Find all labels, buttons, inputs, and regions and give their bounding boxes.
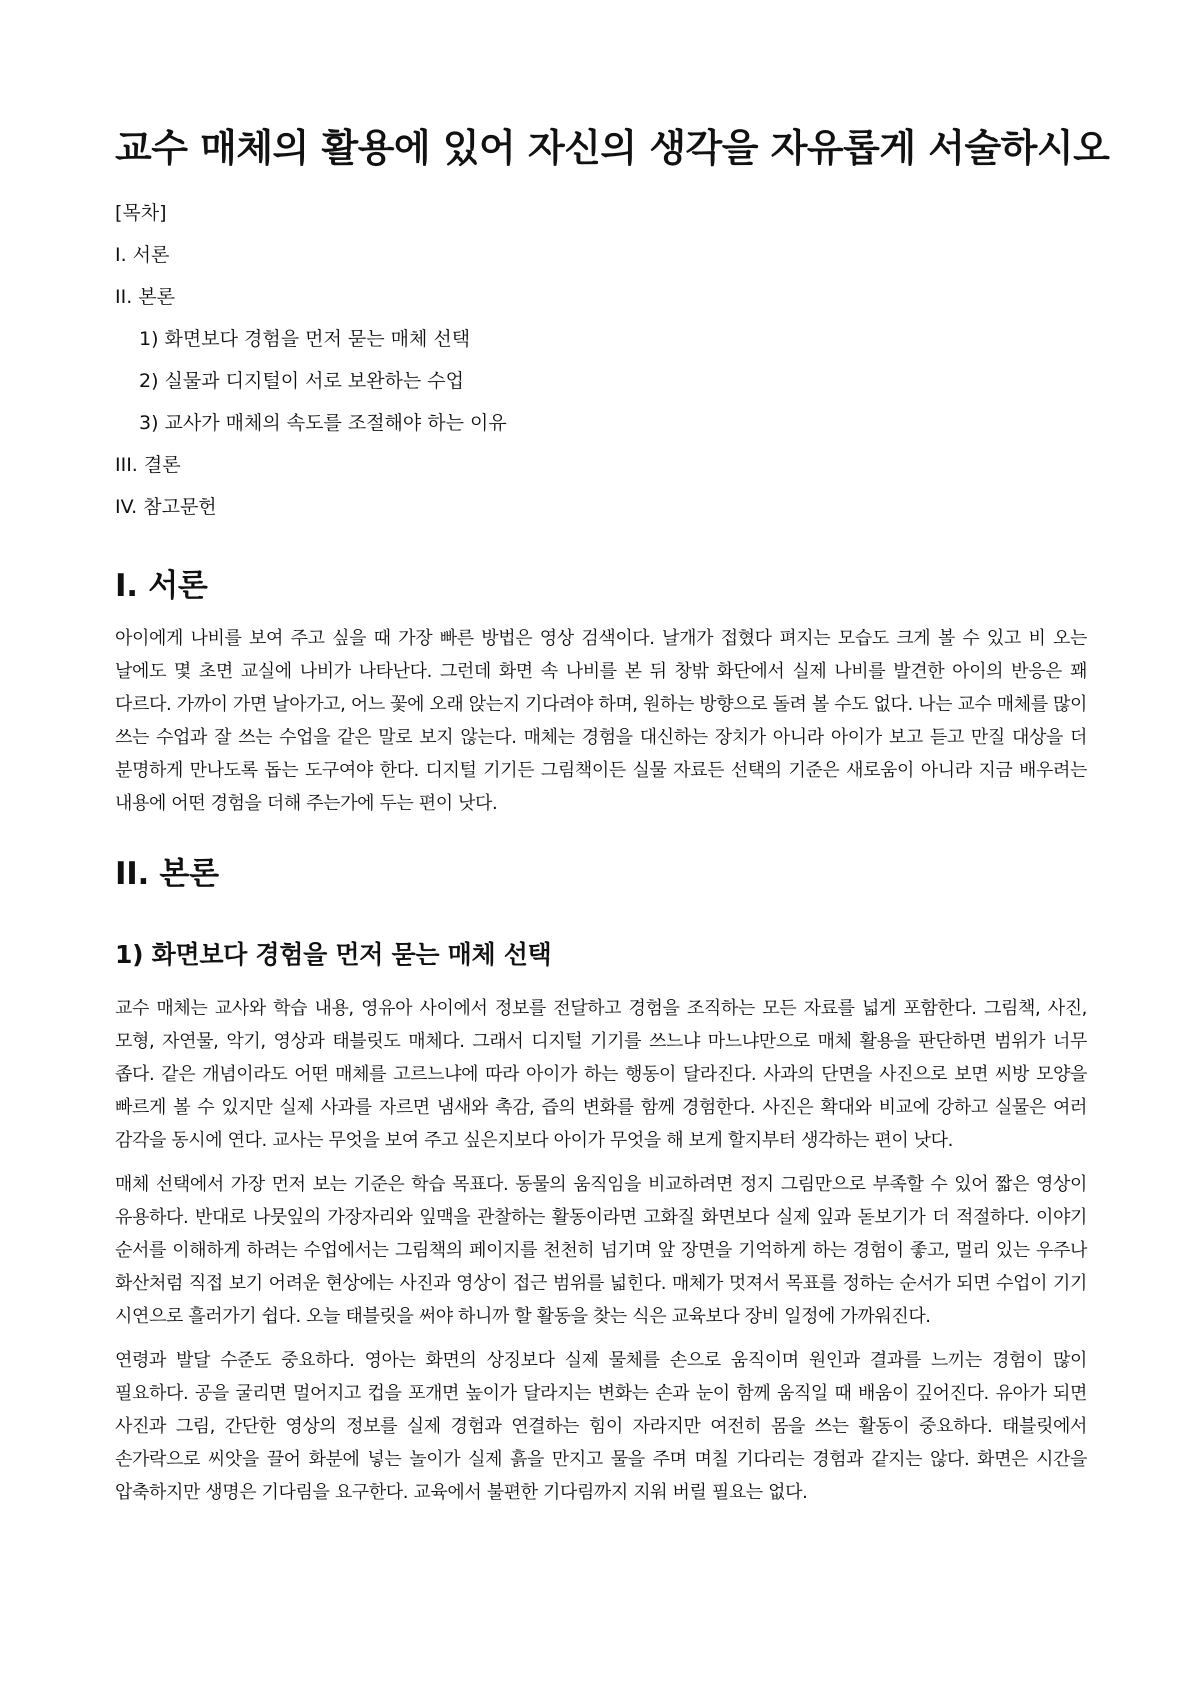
toc-item-body: II. 본론 — [115, 286, 175, 308]
toc-item-conclusion: III. 결론 — [115, 454, 181, 476]
body-paragraph-3: 연령과 발달 수준도 중요하다. 영아는 화면의 상징보다 실제 물체를 손으로 움직이며 원인과 결과를 느끼는 경험이 많이 필요하다. 공을 굴리면 멀어지고 컵을 포개면 높이가 달라지는 변화는 손과 눈이 함께 움직일 때 배움이 깊어진다. 유아가 되면 사진과 그림, 간단한 영상의 정보를 실제 경험과 연결하는 힘이 자라지만 여전히 몸을 쓰는 활동이 중요하다. 태블릿에서 손가락으로 씨앗을 끌어 화분에 넣는 놀이가 실제 흙을 만지고 물을 주며 며칠 기다리는 경험과 같지는 않다. 화면은 시간을 압축하지만 생명은 기다림을 요구한다. 교육에서 불편한 기다림까지 지워 버릴 필요는 없다. — [115, 1350, 1087, 1503]
toc-heading: [목차] — [115, 202, 167, 224]
toc-item-body-2: 2) 실물과 디지털이 서로 보완하는 수업 — [139, 370, 465, 392]
toc-item-body-1: 1) 화면보다 경험을 먼저 묻는 매체 선택 — [139, 328, 471, 350]
toc-item-references: IV. 참고문헌 — [115, 496, 217, 518]
subsection-heading-1: 1) 화면보다 경험을 먼저 묻는 매체 선택 — [115, 940, 552, 969]
section-heading-introduction: I. 서론 — [115, 568, 208, 604]
body-paragraph-2: 매체 선택에서 가장 먼저 보는 기준은 학습 목표다. 동물의 움직임을 비교하려면 정지 그림만으로 부족할 수 있어 짧은 영상이 유용하다. 반대로 나뭇잎의 가장자리와 잎맥을 관찰하는 활동이라면 고화질 화면보다 실제 잎과 돋보기가 더 적절하다. 이야기 순서를 이해하게 하려는 수업에서는 그림책의 페이지를 천천히 넘기며 앞 장면을 기억하게 하는 경험이 좋고, 멀리 있는 우주나 화산처럼 직접 보기 어려운 현상에는 사진과 영상이 접근 범위를 넓힌다. 매체가 멋져서 목표를 정하는 순서가 되면 수업이 기기 시연으로 흘러가기 쉽다. 오늘 태블릿을 써야 하니까 할 활동을 찾는 식은 교육보다 장비 일정에 가까워진다. — [115, 1174, 1087, 1327]
toc-item-body-3: 3) 교사가 매체의 속도를 조절해야 하는 이유 — [139, 412, 507, 434]
toc-item-introduction: I. 서론 — [115, 244, 170, 266]
table-of-contents — [115, 192, 1087, 528]
body-paragraph-1: 교수 매체는 교사와 학습 내용, 영유아 사이에서 정보를 전달하고 경험을 조직하는 모든 자료를 넓게 포함한다. 그림책, 사진, 모형, 자연물, 악기, 영상과 태블릿도 매체다. 그래서 디지털 기기를 쓰느냐 마느냐만으로 매체 활용을 판단하면 범위가 너무 좁다. 같은 개념이라도 어떤 매체를 고르느냐에 따라 아이가 하는 행동이 달라진다. 사과의 단면을 사진으로 보면 씨방 모양을 빠르게 볼 수 있지만 실제 사과를 자르면 냄새와 촉감, 즙의 변화를 함께 경험한다. 사진은 확대와 비교에 강하고 실물은 여러 감각을 동시에 연다. 교사는 무엇을 보여 주고 싶은지보다 아이가 무엇을 해 보게 할지부터 생각하는 편이 낫다. — [115, 998, 1087, 1151]
introduction-paragraph: 아이에게 나비를 보여 주고 싶을 때 가장 빠른 방법은 영상 검색이다. 날개가 접혔다 펴지는 모습도 크게 볼 수 있고 비 오는 날에도 몇 초면 교실에 나비가 나타난다. 그런데 화면 속 나비를 본 뒤 창밖 화단에서 실제 나비를 발견한 아이의 반응은 꽤 다르다. 가까이 가면 날아가고, 어느 꽃에 오래 앉는지 기다려야 하며, 원하는 방향으로 돌려 볼 수도 없다. 나는 교수 매체를 많이 쓰는 수업과 잘 쓰는 수업을 같은 말로 보지 않는다. 매체는 경험을 대신하는 장치가 아니라 아이가 보고 듣고 만질 대상을 더 분명하게 만나도록 돕는 도구여야 한다. 디지털 기기든 그림책이든 실물 자료든 선택의 기준은 새로움이 아니라 지금 배우려는 내용에 어떤 경험을 더해 주는가에 두는 편이 낫다. — [115, 628, 1087, 814]
section-heading-body: II. 본론 — [115, 856, 219, 892]
document-title: 교수 매체의 활용에 있어 자신의 생각을 자유롭게 서술하시오 — [115, 126, 1110, 170]
